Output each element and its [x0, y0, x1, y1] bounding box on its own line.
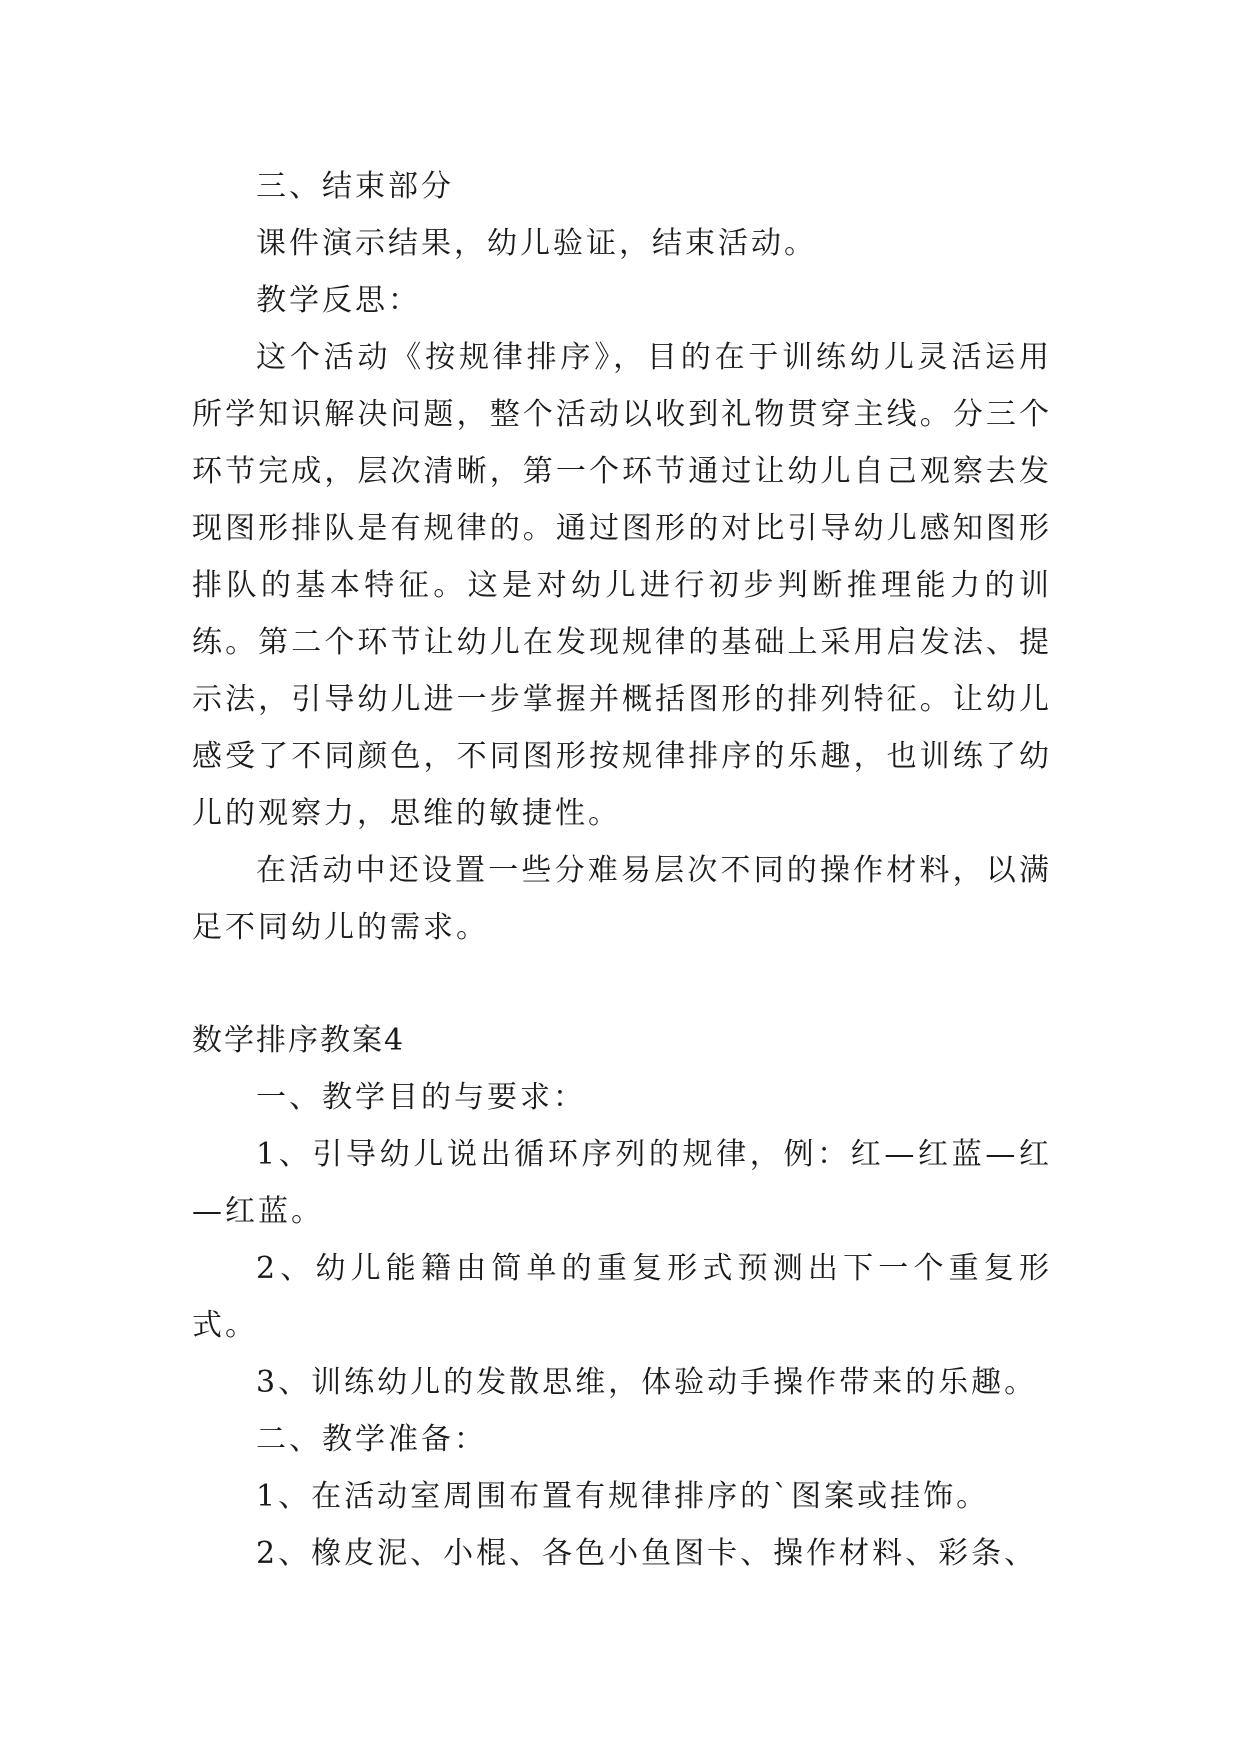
reflection-heading: 教学反思： [256, 283, 421, 318]
goal-item-3: 3、训练幼儿的发散思维，体验动手操作带来的乐趣。 [256, 1365, 1038, 1400]
lesson-title: 数学排序教案4 [192, 1023, 406, 1058]
prep-heading: 二、教学准备： [256, 1422, 487, 1457]
prep-item-2: 2、橡皮泥、小棍、各色小鱼图卡、操作材料、彩条、 [256, 1536, 1038, 1571]
goal-item-1: 1、引导幼儿说出循环序列的规律，例：红—红蓝—红—红蓝。 [192, 1137, 1052, 1229]
section-spacer [192, 956, 1052, 1012]
section-heading-end: 三、结束部分 [256, 169, 454, 204]
document-body [192, 158, 1052, 1582]
prep-item-1: 1、在活动室周围布置有规律排序的`图案或挂饰。 [256, 1479, 990, 1514]
goal-item-2: 2、幼儿能籍由简单的重复形式预测出下一个重复形式。 [192, 1251, 1052, 1343]
reflection-paragraph-1: 这个活动《按规律排序》，目的在于训练幼儿灵活运用所学知识解决问题，整个活动以收到礼物贯穿主线。分三个环节完成，层次清晰，第一个环节通过让幼儿自己观察去发现图形排队是有规律的。通过图形的对比引导幼儿感知图形排队的基本特征。这是对幼儿进行初步判断推理能力的训练。第二个环节让幼儿在发现规律的基础上采用启发法、提示法，引导幼儿进一步掌握并概括图形的排列特征。让幼儿感受了不同颜色，不同图形按规律排序的乐趣，也训练了幼儿的观察力，思维的敏捷性。 [192, 340, 1052, 831]
goals-heading: 一、教学目的与要求： [256, 1080, 586, 1115]
paragraph-end-text: 课件演示结果，幼儿验证，结束活动。 [256, 226, 817, 261]
reflection-paragraph-2: 在活动中还设置一些分难易层次不同的操作材料，以满足不同幼儿的需求。 [192, 853, 1052, 945]
